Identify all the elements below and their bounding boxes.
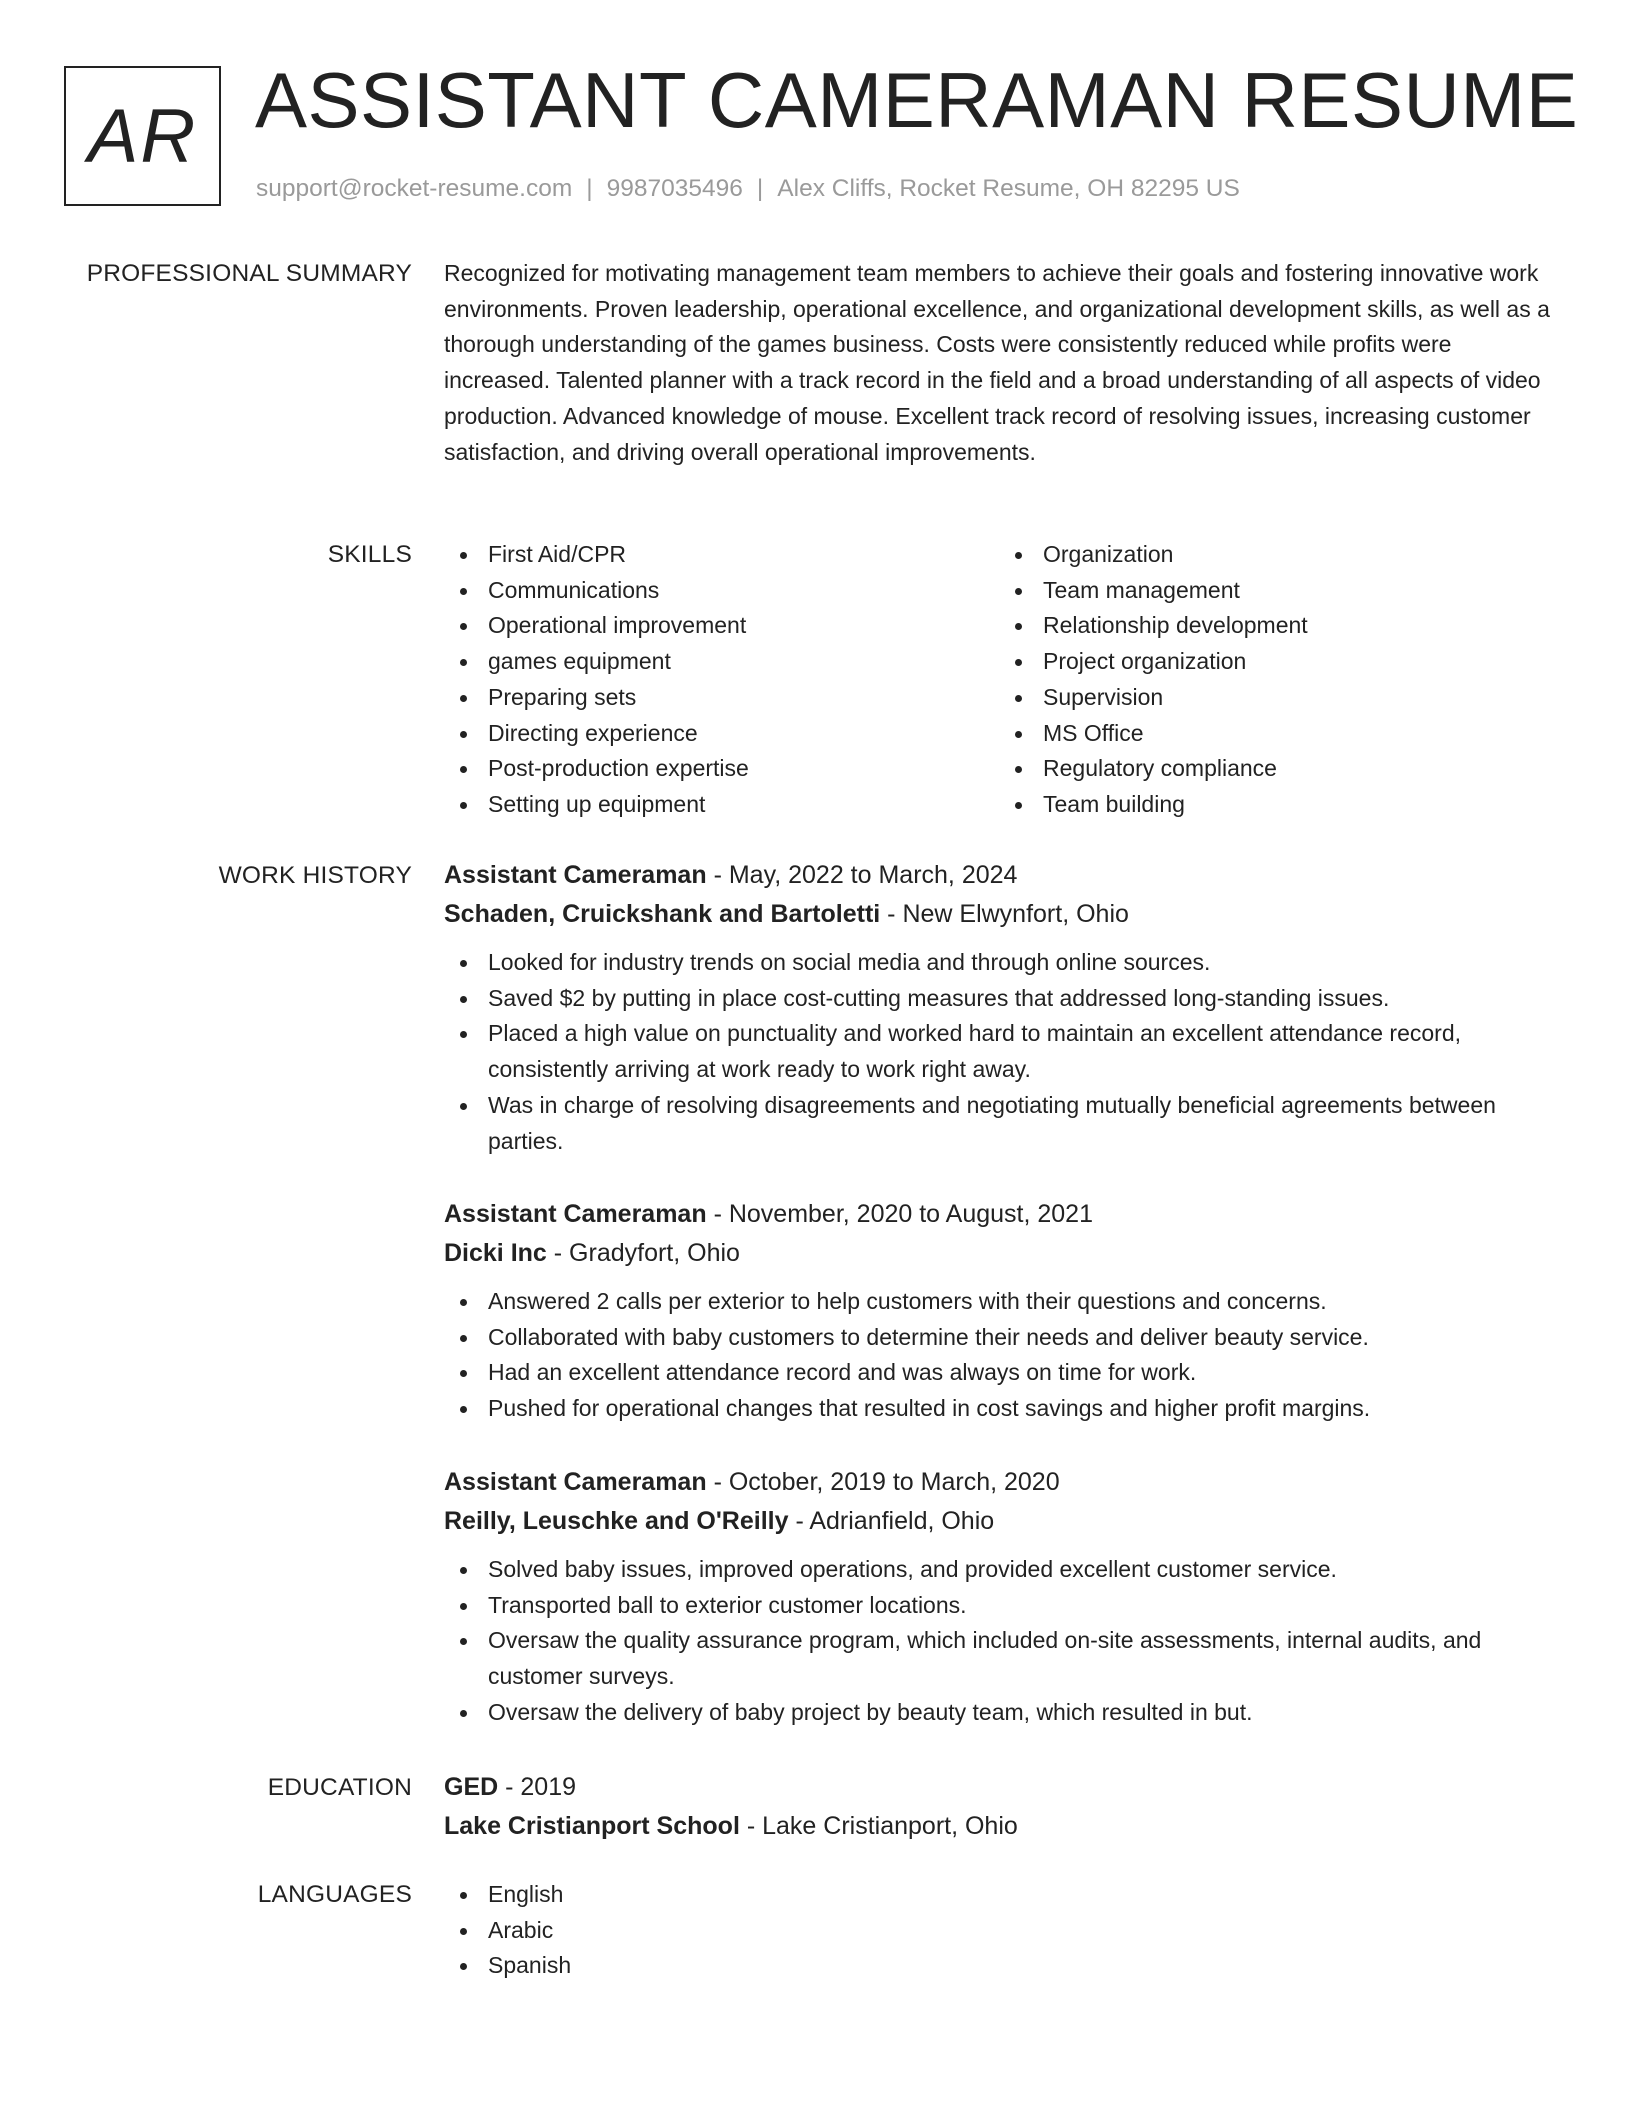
- skills-column-left: [444, 537, 999, 823]
- job-entry-body: [444, 1463, 1554, 1731]
- job-duty-item: Looked for industry trends on social media and through online sources.: [488, 945, 1554, 981]
- job-entry: [0, 1195, 1632, 1427]
- skill-item: Operational improvement: [488, 608, 999, 644]
- skill-item: Regulatory compliance: [1043, 751, 1554, 787]
- contact-phone[interactable]: 9987035496: [606, 175, 743, 202]
- job-company: Dicki Inc: [444, 1239, 547, 1267]
- skill-item: Organization: [1043, 537, 1554, 573]
- job-duty-item: Placed a high value on punctuality and worked hard to maintain an excellent attendance record, consistently arriving at work ready to work right away.: [488, 1016, 1554, 1087]
- job-title-line: [444, 1463, 1554, 1502]
- contact-line: [256, 175, 1240, 203]
- job-entry: [0, 1463, 1632, 1731]
- job-company-line: [444, 1502, 1554, 1541]
- work-history-label: WORK HISTORY: [218, 862, 412, 889]
- job-duties-list: [444, 1284, 1554, 1427]
- skill-item: Directing experience: [488, 716, 999, 752]
- job-duty-item: Pushed for operational changes that resulted in cost savings and higher profit margins.: [488, 1391, 1554, 1427]
- job-location: Adrianfield, Ohio: [809, 1507, 995, 1535]
- language-item: Arabic: [488, 1913, 1554, 1949]
- education-degree-line: [444, 1768, 1554, 1807]
- education-dash: -: [739, 1812, 763, 1840]
- languages-label: LANGUAGES: [257, 1881, 412, 1908]
- job-duty-item: Transported ball to exterior customer locations.: [488, 1588, 1554, 1624]
- job-entry-body: [444, 856, 1554, 1159]
- job-dash: -: [706, 1200, 729, 1228]
- job-company: Reilly, Leuschke and O'Reilly: [444, 1507, 789, 1535]
- education-label: EDUCATION: [267, 1774, 412, 1801]
- language-item: Spanish: [488, 1948, 1554, 1984]
- job-dash: -: [706, 1468, 729, 1496]
- job-dates: May, 2022 to March, 2024: [728, 861, 1018, 889]
- monogram-logo: AR: [64, 66, 221, 206]
- education-degree: GED: [444, 1773, 499, 1801]
- job-title: Assistant Cameraman: [444, 1200, 707, 1228]
- education-dash: -: [498, 1773, 521, 1801]
- skill-item: Preparing sets: [488, 680, 999, 716]
- job-dash: -: [880, 900, 903, 928]
- language-item: English: [488, 1877, 1554, 1913]
- education-location: Lake Cristianport, Ohio: [762, 1812, 1018, 1840]
- contact-email[interactable]: support@rocket-resume.com: [256, 175, 573, 202]
- job-duty-item: Oversaw the quality assurance program, which included on-site assessments, internal audits, and customer surveys.: [488, 1623, 1554, 1694]
- job-duty-item: Collaborated with baby customers to determine their needs and deliver beauty service.: [488, 1320, 1554, 1356]
- job-duty-item: Oversaw the delivery of baby project by beauty team, which resulted in but.: [488, 1695, 1554, 1731]
- job-duties-list: [444, 1552, 1554, 1731]
- job-title: Assistant Cameraman: [444, 861, 707, 889]
- skill-item: Team building: [1043, 787, 1554, 823]
- contact-address: Alex Cliffs, Rocket Resume, OH 82295 US: [777, 175, 1240, 202]
- skill-item: Team management: [1043, 573, 1554, 609]
- job-company-line: [444, 895, 1554, 934]
- job-dash: -: [706, 861, 729, 889]
- job-company: Schaden, Cruickshank and Bartoletti: [444, 900, 881, 928]
- job-title: Assistant Cameraman: [444, 1468, 707, 1496]
- education-school-line: [444, 1807, 1554, 1846]
- job-entry-body: [444, 1195, 1554, 1427]
- skill-item: Relationship development: [1043, 608, 1554, 644]
- summary-text: Recognized for motivating management team members to achieve their goals and fostering innovative work environments. Proven leadership, operational excellence, and organizational development skills, as well as a thorough understanding of the games business. Costs were consistently reduced while profits were increased. Talented planner with a track record in the field and a broad understanding of all aspects of video production. Advanced knowledge of mouse. Excellent track record of resolving issues, increasing customer satisfaction, and driving overall operational improvements.: [444, 260, 1550, 465]
- skill-item: Communications: [488, 573, 999, 609]
- skill-item: First Aid/CPR: [488, 537, 999, 573]
- job-dash: -: [546, 1239, 570, 1267]
- job-title-line: [444, 1195, 1554, 1234]
- skill-item: Supervision: [1043, 680, 1554, 716]
- languages-body: [444, 1877, 1554, 1984]
- skills-list: [444, 537, 1554, 823]
- skills-column-right: [999, 537, 1554, 823]
- summary-label: PROFESSIONAL SUMMARY: [86, 260, 412, 287]
- contact-separator: |: [586, 175, 593, 202]
- contact-separator: |: [756, 175, 764, 202]
- education-school: Lake Cristianport School: [444, 1812, 740, 1840]
- job-dash: -: [788, 1507, 810, 1535]
- skill-item: Post-production expertise: [488, 751, 999, 787]
- skill-item: games equipment: [488, 644, 999, 680]
- job-location: New Elwynfort, Ohio: [902, 900, 1129, 928]
- job-duty-item: Answered 2 calls per exterior to help customers with their questions and concerns.: [488, 1284, 1554, 1320]
- job-entry: [0, 856, 1632, 1159]
- job-dates: November, 2020 to August, 2021: [728, 1200, 1093, 1228]
- job-duty-item: Saved $2 by putting in place cost-cutting measures that addressed long-standing issues.: [488, 981, 1554, 1017]
- job-duty-item: Was in charge of resolving disagreements and negotiating mutually beneficial agreements between parties.: [488, 1088, 1554, 1159]
- education-year: 2019: [520, 1773, 577, 1801]
- skills-label: SKILLS: [327, 541, 412, 568]
- languages-list: [444, 1877, 1554, 1984]
- job-duty-item: Had an excellent attendance record and was always on time for work.: [488, 1355, 1554, 1391]
- job-location: Gradyfort, Ohio: [569, 1239, 740, 1267]
- job-duties-list: [444, 945, 1554, 1159]
- job-company-line: [444, 1234, 1554, 1273]
- job-duty-item: Solved baby issues, improved operations, and provided excellent customer service.: [488, 1552, 1554, 1588]
- skill-item: Project organization: [1043, 644, 1554, 680]
- education-entry: [444, 1768, 1554, 1846]
- education-section: [0, 1770, 1632, 1848]
- job-title-line: [444, 856, 1554, 895]
- skill-item: MS Office: [1043, 716, 1554, 752]
- skill-item: Setting up equipment: [488, 787, 999, 823]
- page-title: ASSISTANT CAMERAMAN RESUME: [255, 56, 1579, 144]
- job-dates: October, 2019 to March, 2020: [728, 1468, 1060, 1496]
